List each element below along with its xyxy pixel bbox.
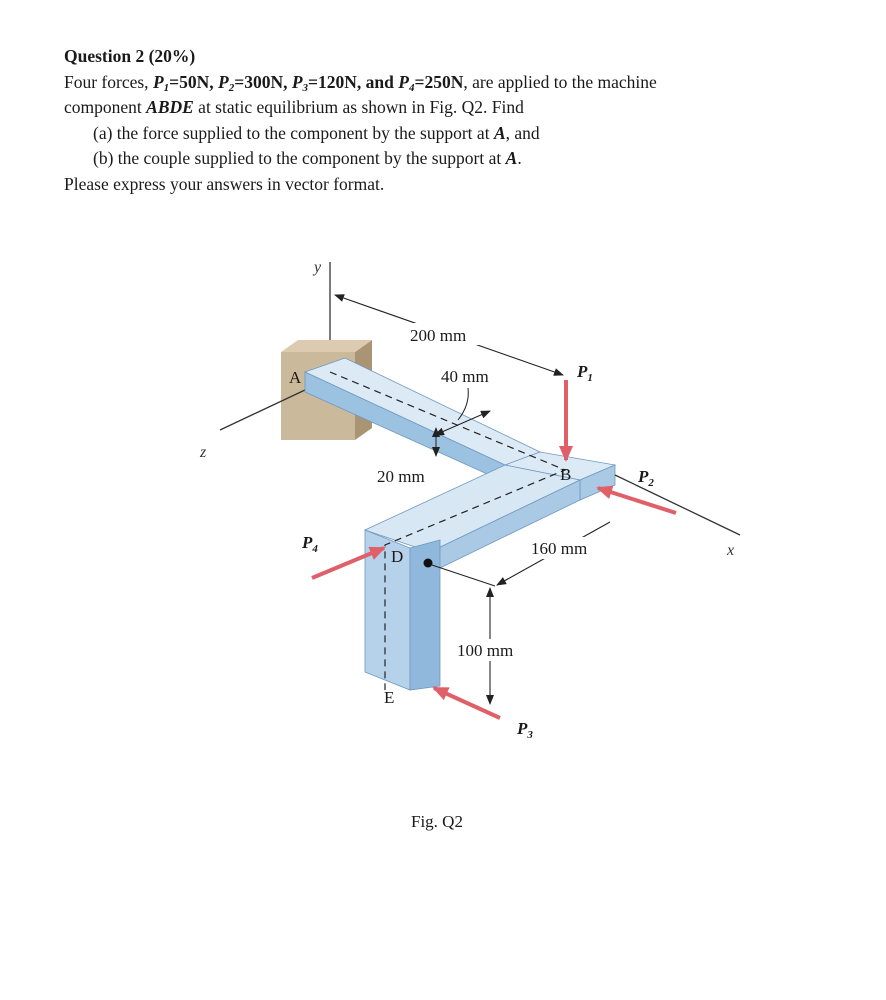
z-axis-label: z — [200, 444, 207, 461]
force-p2-sub: 2 — [228, 81, 235, 94]
force-p1-val: =50N, — [169, 71, 219, 92]
dim-160-label: 160 mm — [531, 539, 588, 558]
force-p3-val: =120N, — [308, 71, 366, 92]
question-closing: Please express your answers in vector format. — [64, 173, 385, 194]
item-b-point: A — [505, 148, 518, 168]
dim-160-ext — [432, 565, 495, 586]
item-b-pre: (b) the couple supplied to the component by the support at — [93, 148, 506, 168]
and-word: and — [365, 71, 399, 92]
point-b-label: B — [560, 465, 572, 484]
item-a-pre: (a) the force supplied to the component by the support at — [93, 122, 494, 143]
force-p3-sym: P — [291, 71, 303, 92]
point-d-label: D — [391, 547, 404, 566]
force-p2-label: $P_2$ — [638, 467, 654, 489]
dim-40-label: 40 mm — [441, 367, 489, 386]
force-p2-arrow — [598, 488, 676, 513]
force-p2-sym: P — [218, 71, 229, 92]
question-title: Question 2 (20%) — [64, 46, 196, 66]
dim-20-label: 20 mm — [377, 467, 425, 486]
force-p2-val: =300N, — [234, 71, 292, 92]
force-p4-label: $P_4$ — [302, 533, 318, 555]
x-axis-label: x — [727, 542, 735, 559]
dim-100-label: 100 mm — [457, 641, 514, 660]
intro-text: Four forces, — [64, 71, 153, 92]
force-p1-sub: 1 — [163, 81, 170, 94]
force-p4-sub: 4 — [408, 81, 415, 94]
force-p1-label: $P_1$ — [577, 362, 593, 384]
force-p3-label: $P_3$ — [517, 719, 533, 741]
force-p4-val: =250N — [414, 71, 464, 92]
x-axis — [615, 475, 740, 535]
y-axis-label: y — [314, 259, 322, 276]
line2-pre: component — [64, 97, 147, 117]
item-b-post: . — [517, 148, 522, 168]
point-a-label: A — [289, 368, 302, 387]
figure-caption: Fig. Q2 — [411, 812, 463, 831]
force-p3-sub: 3 — [302, 81, 309, 94]
item-a-point: A — [493, 122, 506, 143]
component-name: ABDE — [146, 97, 194, 117]
force-p4-sym: P — [398, 71, 409, 92]
point-d-dot — [424, 559, 433, 568]
item-a-post: , and — [505, 122, 540, 143]
dim-200-label: 200 mm — [410, 326, 467, 345]
line1-tail: , are applied to the machine — [463, 71, 657, 92]
line2-post: at static equilibrium as shown in Fig. Q2. Find — [193, 97, 524, 117]
force-p1-sym: P — [152, 71, 164, 92]
point-e-label: E — [384, 688, 395, 707]
